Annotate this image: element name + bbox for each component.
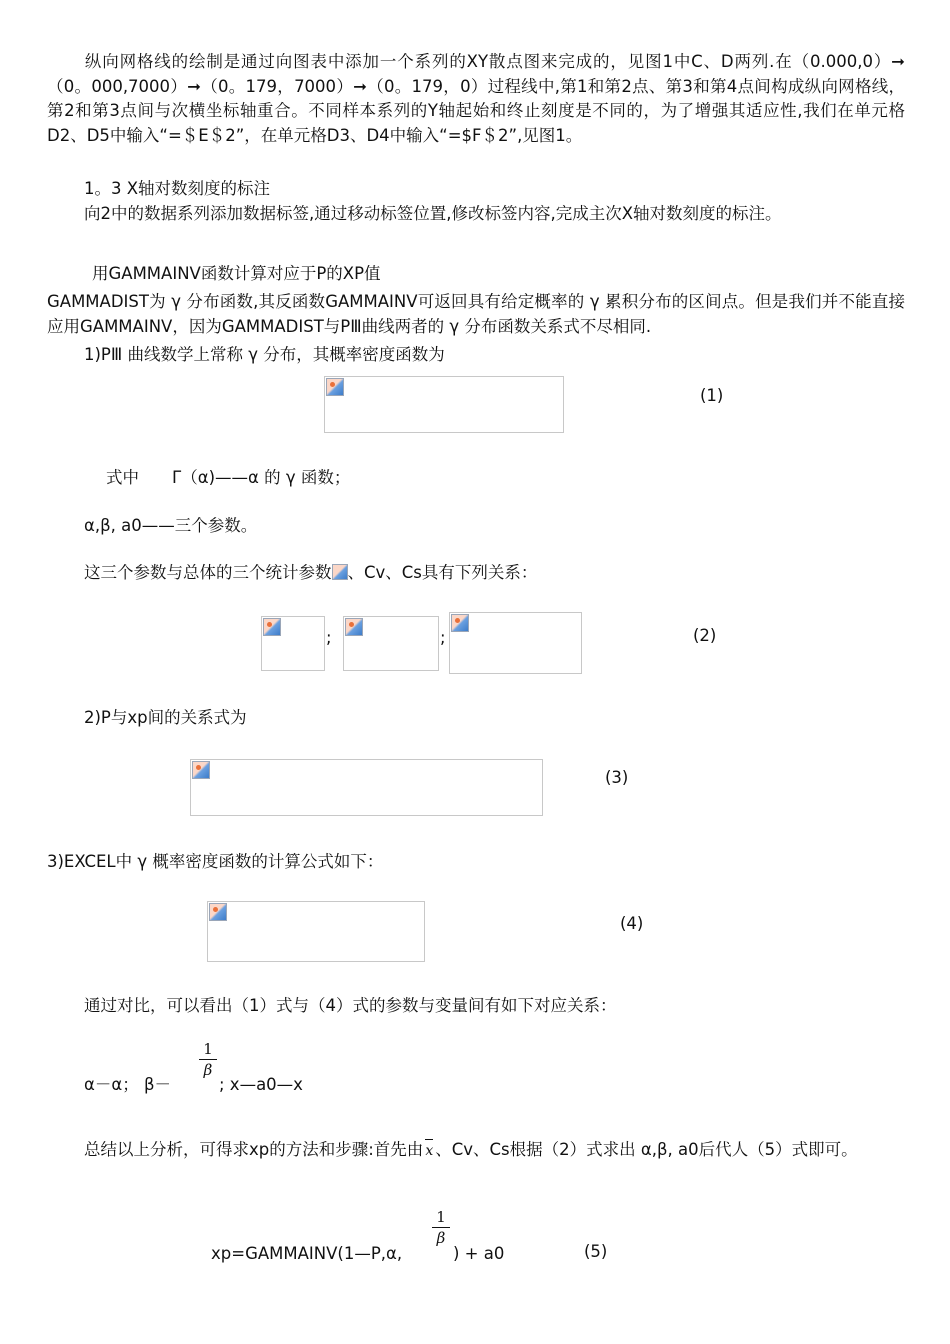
fraction-numerator: 1 (203, 1040, 213, 1058)
broken-image-icon (209, 903, 227, 921)
summary-text-b: 、Cv、Cs根据（2）式求出 α,β, a0后代人（5）式即可。 (435, 1140, 858, 1159)
fraction-numerator: 1 (436, 1208, 446, 1226)
broken-image-icon (326, 378, 344, 396)
equation-image-3 (190, 759, 543, 816)
equation-number-4: (4) (620, 914, 644, 933)
comparison-statement: 通过对比，可以看出（1）式与（4）式的参数与变量间有如下对应关系： (84, 996, 617, 1015)
relation-text-a: 这三个参数与总体的三个统计参数 (84, 563, 332, 582)
summary-paragraph (47, 1138, 905, 1164)
correspondence-part-a: α－α； β－ (84, 1075, 172, 1094)
equation-number-3: (3) (605, 768, 629, 787)
item-pIII-density: 1)PⅢ 曲线数学上常称 γ 分布，其概率密度函数为 (84, 345, 445, 364)
equation-image-2b (343, 616, 439, 671)
relation-statistics-line (84, 561, 537, 585)
equation-2-separator-2: ; (440, 628, 446, 647)
summary-text-a: 总结以上分析，可得求xp的方法和步骤:首先由 (84, 1140, 424, 1159)
equation-image-1 (324, 376, 564, 433)
equation-image-4 (207, 901, 425, 962)
equation-number-5: (5) (584, 1242, 608, 1261)
relation-text-b: 、Cv、Cs具有下列关系： (347, 563, 538, 582)
equation-image-2c (449, 612, 582, 674)
formula-5-part-a: xp=GAMMAINV(1—P,α, (211, 1244, 403, 1263)
paragraph-grid-lines (47, 50, 905, 148)
fraction-denominator: β (436, 1229, 446, 1247)
section-heading-gammainv: 用GAMMAINV函数计算对应于P的XP值 (92, 264, 381, 283)
broken-image-icon (192, 761, 210, 779)
item-excel-gamma-density: 3)EXCEL中 γ 概率密度函数的计算公式如下： (47, 852, 384, 871)
equation-number-2: (2) (693, 626, 717, 645)
equation-2-separator-1: ; (326, 628, 332, 647)
where-gamma-function: 式中 Γ（α)——α 的 γ 函数； (106, 468, 351, 487)
fraction-one-over-beta-2 (430, 1208, 452, 1247)
broken-image-icon (451, 614, 469, 632)
paragraph-gammadist: GAMMADIST为 γ 分布函数,其反函数GAMMAINV可返回具有给定概率的 γ 累积分布的区间点。但是我们并不能直接应用GAMMAINV，因为GAMMADIST与PⅢ曲线两者的 γ 分布函数关系式不尽相同. (47, 292, 905, 336)
paragraph-data-labels (47, 202, 905, 227)
where-three-parameters: α,β, a0——三个参数。 (84, 516, 258, 535)
broken-image-icon (345, 618, 363, 636)
paragraph-grid-lines-text: 纵向网格线的绘制是通过向图表中添加一个系列的XY散点图来完成的，见图1中C、D两列.在（0.000,0）➞（0。000,7000）➞（0。179，7000）➞（0。179，0）过程线中,第1和第2点、第3和第4点间构成纵向网格线，第2和第3点间与次横坐标轴重合。不同样本系列的Y轴起始和终止刻度是不同的，为了增强其适应性,我们在单元格D2、D5中输入“=＄E＄2”，在单元格D3、D4中输入“=$F＄2”,见图1。 (47, 52, 905, 145)
x-bar-symbol: x (423, 1139, 435, 1164)
paragraph-data-labels-text: 向2中的数据系列添加数据标签,通过移动标签位置,修改标签内容,完成主次X轴对数刻度的标注。 (84, 204, 782, 223)
fraction-denominator: β (203, 1061, 213, 1079)
fraction-one-over-beta-1 (197, 1040, 219, 1079)
item-p-xp-relation: 2)P与xp间的关系式为 (84, 708, 247, 727)
equation-number-1: (1) (700, 386, 724, 405)
broken-image-icon (332, 564, 348, 580)
equation-image-2a (261, 616, 325, 671)
section-heading-1-3: 1。3 X轴对数刻度的标注 (84, 179, 271, 198)
correspondence-part-b: ; x—a0—x (219, 1075, 303, 1094)
broken-image-icon (263, 618, 281, 636)
formula-5-part-b: ) + a0 (453, 1244, 505, 1263)
